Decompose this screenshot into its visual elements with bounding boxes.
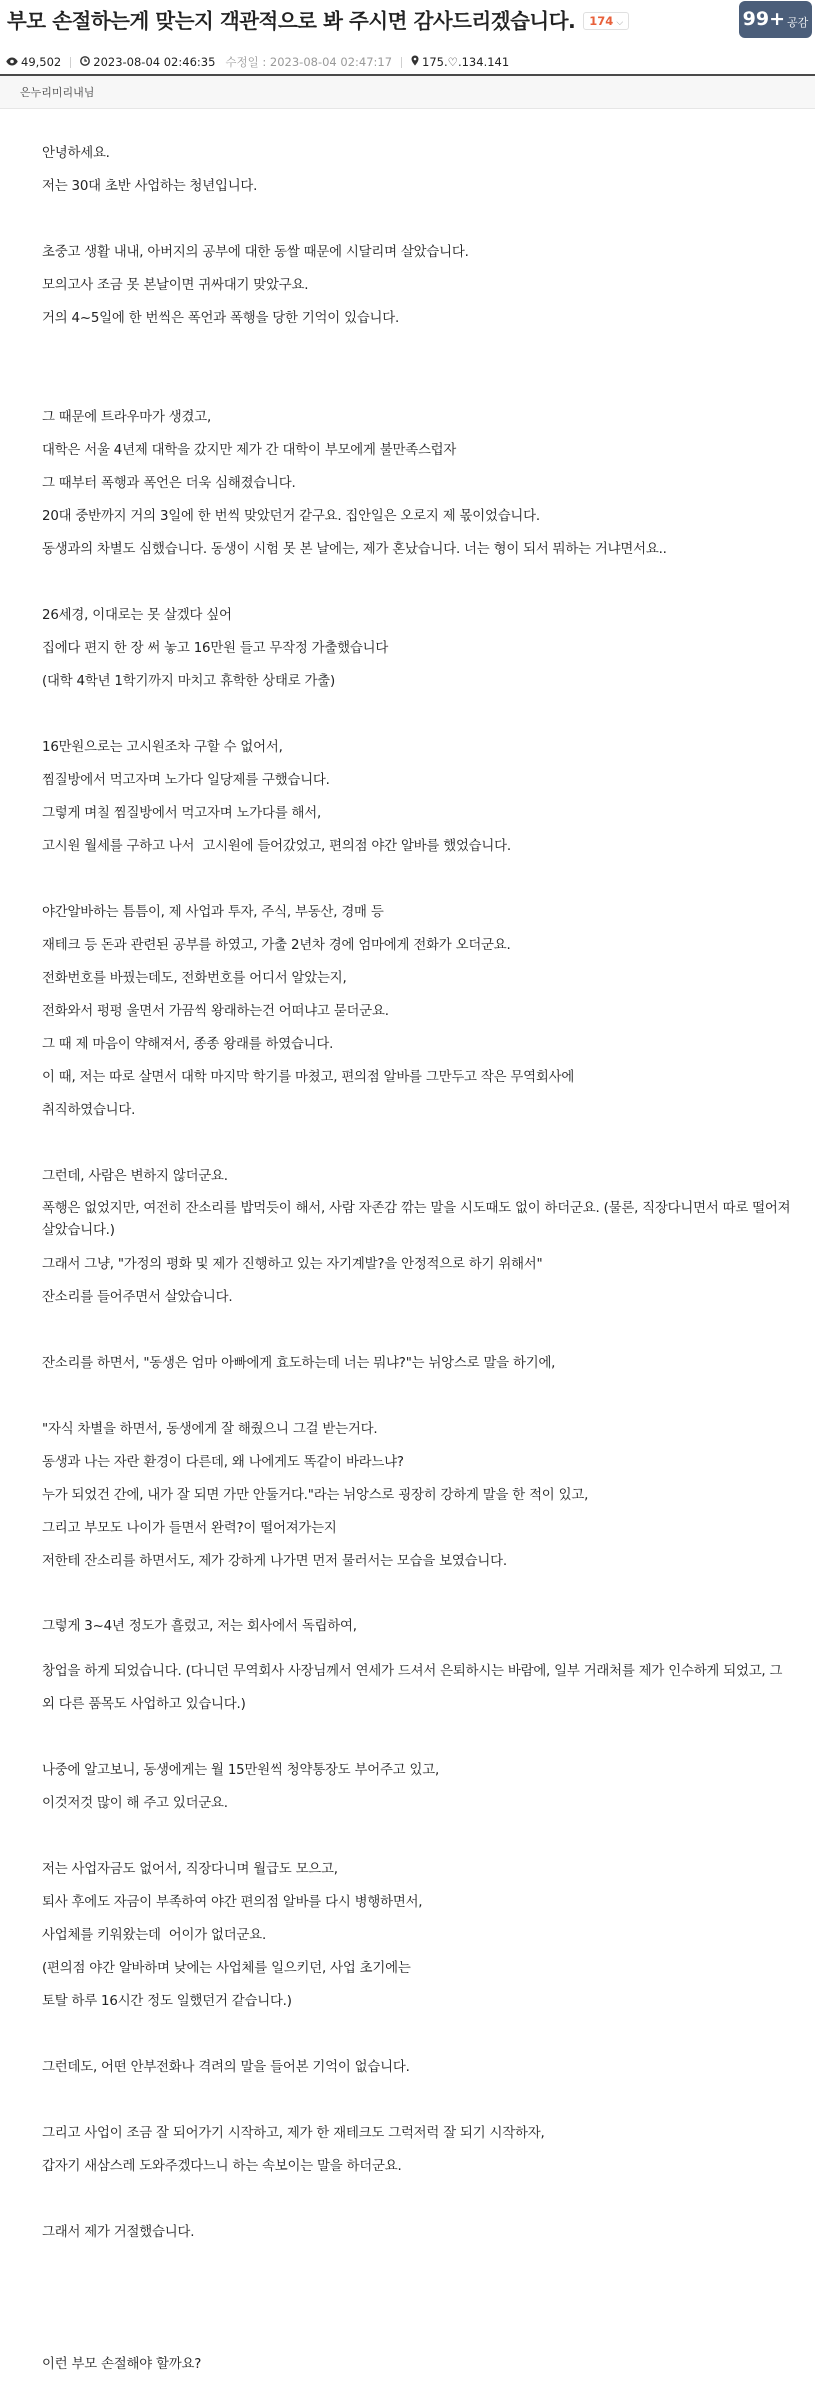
body-paragraph: 재테크 등 돈과 관련된 공부를 하였고, 가출 2년차 경에 엄마에게 전화가 오더군요. [42,938,511,953]
body-paragraph: 그래서 그냥, "가정의 평화 및 제가 진행하고 있는 자기계발?을 안정적으로 하기 위해서" [42,1257,543,1272]
ip-address-value: 175.♡.134.141 [422,55,510,69]
body-paragraph: 안녕하세요. [42,146,110,161]
body-paragraph: 그 때부터 폭행과 폭언은 더욱 심해졌습니다. [42,476,296,491]
body-paragraph: 그런데, 사람은 변하지 않더군요. [42,1169,228,1184]
body-paragraph: 그리고 사업이 조금 잘 되어가기 시작하고, 제가 한 재테크도 그럭저럭 잘 되기 시작하자, [42,2126,545,2141]
view-count [6,55,61,69]
body-paragraph: 토탈 하루 16시간 정도 일했던거 같습니다.) [42,1994,292,2009]
body-paragraph: 초중고 생활 내내, 아버지의 공부에 대한 동쌀 때문에 시달리며 살았습니다. [42,245,469,260]
blank-line [42,368,795,401]
blank-line [42,2183,795,2216]
blank-line [42,1380,795,1413]
body-paragraph: 그 때문에 트라우마가 생겼고, [42,410,212,425]
body-paragraph: 20대 중반까지 거의 3일에 한 번씩 맞았던거 같구요. 집안일은 오로지 제 몫이었습니다. [42,509,540,524]
post-body [0,109,815,2381]
blank-line [42,2018,795,2051]
blank-line [42,698,795,731]
body-paragraph: 이것저것 많이 해 주고 있더군요. [42,1796,228,1811]
chevron-down-icon: ⌵ [616,18,624,28]
blank-line [42,1127,795,1160]
body-paragraph: (대학 4학년 1학기까지 마치고 휴학한 상태로 가출) [42,674,335,689]
blank-line [42,566,795,599]
body-paragraph: 동생과의 차별도 심했습니다. 동생이 시험 못 본 날에는, 제가 혼났습니다. 너는 형이 되서 뭐하는 거냐면서요.. [42,542,667,557]
body-paragraph: 전화번호를 바꿨는데도, 전화번호를 어디서 알았는지, [42,971,347,986]
body-paragraph: 잔소리를 들어주면서 살았습니다. [42,1290,233,1305]
post-title-text: 부모 손절하는게 맞는지 객관적으로 봐 주시면 감사드리겠습니다. [7,9,576,33]
view-count-value: 49,502 [21,55,62,69]
like-count: 99+ [742,8,786,30]
body-paragraph: 저는 30대 초반 사업하는 청년입니다. [42,179,258,194]
body-paragraph: 전화와서 펑펑 울면서 가끔씩 왕래하는건 어떠냐고 묻더군요. [42,1004,389,1019]
blank-line [42,2249,795,2282]
ip-address [411,55,509,69]
post-header [0,0,815,50]
clock-icon [80,56,90,69]
body-paragraph: 거의 4~5일에 한 번씩은 폭언과 폭행을 당한 기억이 있습니다. [42,311,400,326]
body-paragraph: 대학은 서울 4년제 대학을 갔지만 제가 간 대학이 부모에게 불만족스럽자 [42,443,457,458]
body-paragraph: 그리고 부모도 나이가 들면서 완력?이 떨어져가는지 [42,1521,337,1536]
body-paragraph: 야간알바하는 틈틈이, 제 사업과 투자, 주식, 부동산, 경매 등 [42,905,384,920]
body-paragraph: 취직하였습니다. [42,1103,136,1118]
body-paragraph: 사업체를 키워왔는데 어이가 없더군요. [42,1928,267,1943]
body-paragraph: 동생과 나는 자란 환경이 다른데, 왜 나에게도 똑같이 바라느냐? [42,1455,404,1470]
eye-icon [6,56,18,69]
body-paragraph: 찜질방에서 먹고자며 노가다 일당제를 구했습니다. [42,773,330,788]
blank-line [42,1314,795,1347]
body-paragraph: 폭행은 없었지만, 여전히 잔소리를 밥먹듯이 해서, 사람 자존감 깎는 말을 시도때도 없이 하더군요. (물론, 직장다니면서 따로 떨어져 살았습니다.) [42,1201,795,1238]
modified-label: 수정일 : [225,55,267,69]
body-paragraph: 고시원 월세를 구하고 나서 고시원에 들어갔었고, 편의점 야간 알바를 했었습니다. [42,839,511,854]
body-paragraph: 그 때 제 마음이 약해져서, 종종 왕래를 하였습니다. [42,1037,334,1052]
blank-line [42,2084,795,2117]
post-meta [0,50,815,76]
comment-count: 174 [589,14,614,28]
body-paragraph: 그런데도, 어떤 안부전화나 격려의 말을 들어본 기억이 없습니다. [42,2060,410,2075]
body-paragraph: 퇴사 후에도 자금이 부족하여 야간 편의점 알바를 다시 병행하면서, [42,1895,423,1910]
blank-line [42,863,795,896]
meta-divider [70,57,71,68]
body-paragraph: 저는 사업자금도 없어서, 직장다니며 월급도 모으고, [42,1862,338,1877]
body-paragraph: "자식 차별을 하면서, 동생에게 잘 해줬으니 그걸 받는거다. [42,1422,378,1437]
blank-line [42,2282,795,2315]
body-paragraph: 이런 부모 손절해야 할까요? [42,2357,202,2372]
post-date [80,55,215,69]
author-bar [0,76,815,109]
blank-line [42,1820,795,1853]
like-label: 공감 [787,15,809,29]
like-button[interactable] [739,1,812,38]
body-paragraph: 잔소리를 하면서, "동생은 엄마 아빠에게 효도하는데 너는 뭐냐?"는 뉘앙스로 말을 하기에, [42,1356,556,1371]
modified-date [225,54,392,70]
body-paragraph: 저한테 잔소리를 하면서도, 제가 강하게 나가면 먼저 물러서는 모습을 보였습니다. [42,1554,507,1569]
body-paragraph: 그래서 제가 거절했습니다. [42,2225,195,2240]
body-paragraph: 나중에 알고보니, 동생에게는 월 15만원씩 청약통장도 부어주고 있고, [42,1763,439,1778]
body-paragraph: (편의점 야간 알바하며 낮에는 사업체를 일으키던, 사업 초기에는 [42,1961,411,1976]
body-paragraph: 창업을 하게 되었습니다. (다니던 무역회사 사장님께서 연세가 드셔서 은퇴하시는 바람에, 일부 거래처를 제가 인수하게 되었고, 그 외 다른 품목도 사업하고 있습니다.) [42,1664,787,1712]
map-pin-icon [411,55,419,69]
post-title [7,4,629,34]
blank-line [42,203,795,236]
body-paragraph: 16만원으로는 고시원조차 구할 수 없어서, [42,740,283,755]
blank-line [42,335,795,368]
meta-divider [401,57,402,68]
blank-line [42,1721,795,1754]
body-paragraph: 집에다 편지 한 장 써 놓고 16만원 들고 무작정 가출했습니다 [42,641,389,656]
blank-line [42,1578,795,1611]
comment-count-badge[interactable] [583,12,629,30]
body-paragraph: 그렇게 며칠 찜질방에서 먹고자며 노가다를 해서, [42,806,322,821]
author-name[interactable]: 은누리미리내님 [20,86,95,99]
body-paragraph: 누가 되었건 간에, 내가 잘 되면 가만 안둘거다."라는 뉘앙스로 굉장히 강하게 말을 한 적이 있고, [42,1488,589,1503]
body-paragraph: 이 때, 저는 따로 살면서 대학 마지막 학기를 마쳤고, 편의점 알바를 그만두고 작은 무역회사에 [42,1070,575,1085]
modified-date-value: 2023-08-04 02:47:17 [269,55,393,69]
post-date-value: 2023-08-04 02:46:35 [93,55,216,69]
body-paragraph: 그렇게 3~4년 정도가 흘렀고, 저는 회사에서 독립하여, [42,1619,357,1634]
body-paragraph: 26세경, 이대로는 못 살겠다 싶어 [42,608,232,623]
blank-line [42,2315,795,2348]
body-paragraph: 갑자기 새삼스레 도와주겠다느니 하는 속보이는 말을 하더군요. [42,2159,402,2174]
body-paragraph: 모의고사 조금 못 본날이면 귀싸대기 맞았구요. [42,278,309,293]
